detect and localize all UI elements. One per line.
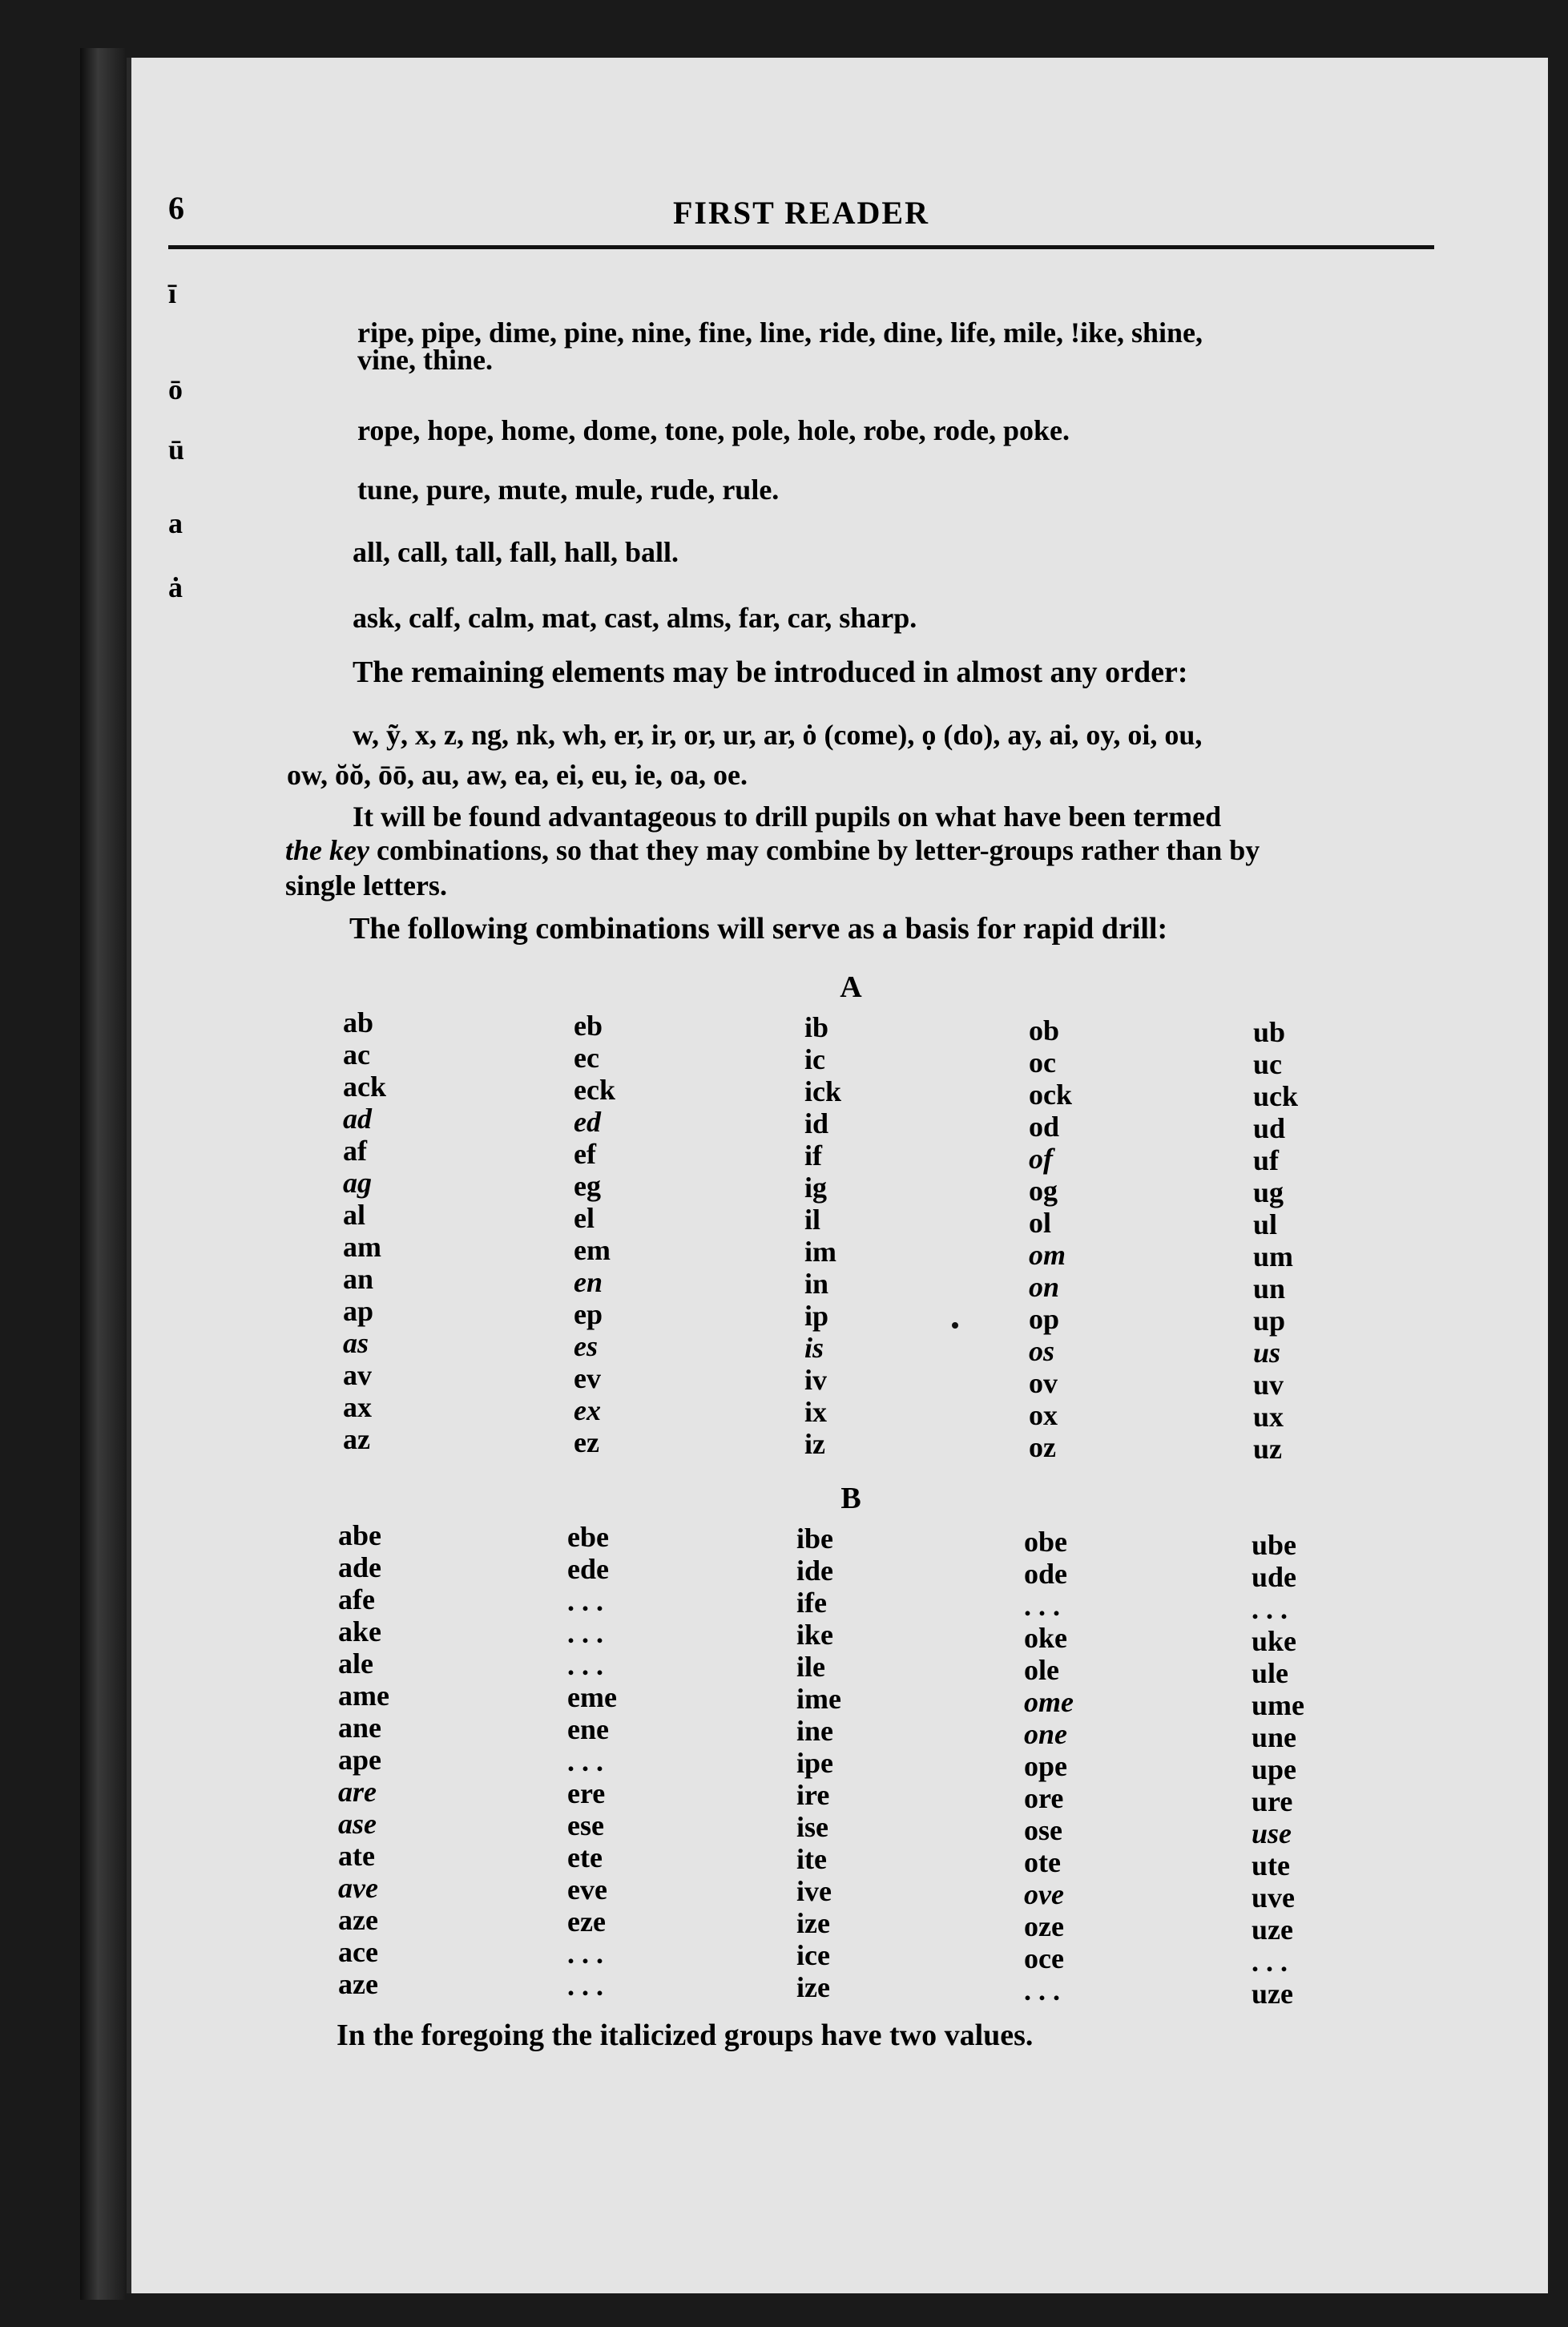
- syllable: es: [574, 1330, 598, 1362]
- syllable: ize: [796, 1907, 830, 1939]
- syllable: . . .: [1024, 1974, 1060, 2006]
- syllable: eck: [574, 1074, 615, 1106]
- section-b-label: B: [840, 1482, 861, 1515]
- syllable: if: [804, 1139, 822, 1172]
- syllable: on: [1029, 1271, 1060, 1303]
- syllable: uz: [1253, 1433, 1282, 1465]
- syllable: . . .: [567, 1938, 603, 1970]
- word-line-u: tune, pure, mute, mule, rude, rule.: [357, 474, 780, 506]
- syllable: . . .: [567, 1649, 603, 1681]
- book-binding-edge: [80, 48, 125, 2300]
- syllable: ig: [804, 1172, 828, 1204]
- section-a-column-i: [804, 1011, 841, 1460]
- syllable: ack: [343, 1071, 386, 1103]
- syllable: uke: [1252, 1625, 1297, 1657]
- syllable: oc: [1029, 1047, 1056, 1079]
- syllable: ep: [574, 1298, 603, 1330]
- syllable: ox: [1029, 1399, 1058, 1431]
- syllable: ix: [804, 1396, 828, 1428]
- section-b-column-o: [1024, 1526, 1074, 2006]
- syllable: aze: [338, 1904, 378, 1936]
- syllable: ul: [1253, 1208, 1278, 1240]
- syllable: of: [1029, 1143, 1053, 1175]
- syllable: eze: [567, 1906, 606, 1938]
- running-title: FIRST READER: [673, 195, 929, 231]
- syllable: im: [804, 1236, 836, 1268]
- syllable: ote: [1024, 1846, 1061, 1878]
- syllable: uv: [1253, 1369, 1284, 1401]
- syllable: ome: [1024, 1686, 1074, 1718]
- syllable: ibe: [796, 1522, 834, 1555]
- syllable: iv: [804, 1364, 828, 1396]
- syllable: ov: [1029, 1367, 1058, 1399]
- section-b-column-e: [567, 1521, 617, 2002]
- section-b-column-i: [796, 1522, 841, 2003]
- section-a-column-o: [1029, 1014, 1072, 1463]
- syllable: ove: [1024, 1878, 1064, 1910]
- syllable: ame: [338, 1680, 389, 1712]
- syllable: oz: [1029, 1431, 1056, 1463]
- syllable: ab: [343, 1006, 374, 1038]
- syllable: ax: [343, 1391, 372, 1423]
- syllable: up: [1253, 1305, 1286, 1337]
- syllable: ode: [1024, 1558, 1067, 1590]
- syllable: ev: [574, 1362, 601, 1394]
- syllable: ape: [338, 1744, 381, 1776]
- syllable: us: [1253, 1337, 1281, 1369]
- drill-paragraph-line-2: [285, 835, 1260, 865]
- syllable: ed: [574, 1106, 601, 1138]
- syllable: . . .: [1024, 1590, 1060, 1622]
- ink-speck: [952, 1322, 958, 1329]
- syllable: . . .: [1252, 1593, 1288, 1625]
- syllable: ap: [343, 1295, 374, 1327]
- syllable: en: [574, 1266, 603, 1298]
- section-a-column-e: [574, 1010, 615, 1458]
- section-a-column-u: [1253, 1016, 1298, 1465]
- syllable: un: [1253, 1272, 1286, 1305]
- elements-line-1: w, ỹ, x, z, ng, nk, wh, er, ir, or, ur, ar, ȯ (come), ọ (do), ay, ai, oy, oi, ou,: [353, 719, 1203, 751]
- section-a-column-a: [343, 1006, 386, 1455]
- syllable: une: [1252, 1721, 1297, 1753]
- marker-a-dot: ȧ: [168, 571, 183, 603]
- syllable: ide: [796, 1555, 834, 1587]
- syllable: ene: [567, 1713, 609, 1745]
- remaining-elements-intro: The remaining elements may be introduced in almost any order:: [353, 655, 1188, 689]
- syllable: uze: [1252, 1978, 1293, 2010]
- syllable: an: [343, 1263, 374, 1295]
- syllable: ub: [1253, 1016, 1286, 1048]
- syllable: ol: [1029, 1207, 1052, 1239]
- syllable: il: [804, 1204, 821, 1236]
- syllable: ule: [1252, 1657, 1289, 1689]
- syllable: ive: [796, 1875, 832, 1907]
- syllable: ug: [1253, 1176, 1284, 1208]
- syllable: eme: [567, 1681, 617, 1713]
- syllable: ez: [574, 1426, 599, 1458]
- syllable: ex: [574, 1394, 601, 1426]
- page-header: [168, 189, 1434, 249]
- syllable: abe: [338, 1519, 381, 1551]
- syllable: are: [338, 1776, 377, 1808]
- syllable: ole: [1024, 1654, 1059, 1686]
- syllable: ere: [567, 1777, 606, 1809]
- syllable: az: [343, 1423, 370, 1455]
- key-emphasis: the key: [285, 834, 369, 866]
- syllable: os: [1029, 1335, 1055, 1367]
- syllable: ile: [796, 1651, 825, 1683]
- syllable: ope: [1024, 1750, 1067, 1782]
- syllable: uf: [1253, 1144, 1280, 1176]
- syllable: af: [343, 1135, 367, 1167]
- syllable: ane: [338, 1712, 381, 1744]
- syllable: av: [343, 1359, 372, 1391]
- marker-a-broad: a: [168, 507, 183, 539]
- marker-u-long: ū: [168, 434, 185, 466]
- syllable: afe: [338, 1583, 375, 1615]
- word-line-i-1: ripe, pipe, dime, pine, nine, fine, line, ride, dine, life, mile, !ike, shine,: [357, 317, 1203, 349]
- syllable: ase: [338, 1808, 377, 1840]
- syllable: use: [1252, 1817, 1292, 1849]
- syllable: ic: [804, 1043, 825, 1075]
- syllable: ete: [567, 1841, 603, 1873]
- footnote: In the foregoing the italicized groups have two values.: [337, 2018, 1034, 2052]
- syllable: ac: [343, 1038, 370, 1071]
- syllable: ine: [796, 1715, 834, 1747]
- syllable: eve: [567, 1873, 607, 1906]
- elements-line-2: ow, ŏŏ, ōō, au, aw, ea, ei, eu, ie, oa, oe.: [287, 759, 748, 791]
- syllable: ize: [796, 1971, 830, 2003]
- syllable: . . .: [567, 1970, 603, 2002]
- syllable: ace: [338, 1936, 378, 1968]
- syllable: ume: [1252, 1689, 1304, 1721]
- syllable: ire: [796, 1779, 830, 1811]
- syllable: em: [574, 1234, 611, 1266]
- syllable: ude: [1252, 1561, 1297, 1593]
- syllable: iz: [804, 1428, 825, 1460]
- syllable: ate: [338, 1840, 375, 1872]
- syllable: upe: [1252, 1753, 1297, 1785]
- marker-o-long: ō: [168, 373, 183, 405]
- syllable: is: [804, 1332, 824, 1364]
- syllable: al: [343, 1199, 366, 1231]
- syllable: . . .: [567, 1585, 603, 1617]
- syllable: oke: [1024, 1622, 1067, 1654]
- syllable: as: [343, 1327, 369, 1359]
- syllable: ipe: [796, 1747, 834, 1779]
- syllable: ef: [574, 1138, 596, 1170]
- syllable: uc: [1253, 1048, 1282, 1080]
- syllable: . . .: [1252, 1946, 1288, 1978]
- drill-paragraph-line-1: It will be found advantageous to drill pupils on what have been termed: [353, 801, 1222, 833]
- syllable: ec: [574, 1042, 599, 1074]
- syllable: ob: [1029, 1014, 1060, 1047]
- word-line-i-2: vine, thine.: [357, 344, 494, 376]
- syllable: ag: [343, 1167, 372, 1199]
- syllable: op: [1029, 1303, 1060, 1335]
- section-a-label: A: [840, 970, 862, 1004]
- syllable: ick: [804, 1075, 842, 1107]
- syllable: ip: [804, 1300, 829, 1332]
- syllable: ure: [1252, 1785, 1293, 1817]
- syllable: uze: [1252, 1914, 1293, 1946]
- syllable: ore: [1024, 1782, 1064, 1814]
- word-line-a-dot: ask, calf, calm, mat, cast, alms, far, car, sharp.: [353, 602, 917, 634]
- syllable: one: [1024, 1718, 1067, 1750]
- syllable: ise: [796, 1811, 828, 1843]
- syllable: in: [804, 1268, 829, 1300]
- syllable: um: [1253, 1240, 1294, 1272]
- syllable: . . .: [567, 1745, 603, 1777]
- syllable: ale: [338, 1647, 373, 1680]
- drill-paragraph-line-3: single letters.: [285, 869, 447, 901]
- syllable: uck: [1253, 1080, 1299, 1112]
- syllable: ose: [1024, 1814, 1062, 1846]
- syllable: ice: [796, 1939, 830, 1971]
- syllable: od: [1029, 1111, 1060, 1143]
- syllable: ux: [1253, 1401, 1284, 1433]
- syllable: og: [1029, 1175, 1058, 1207]
- syllable: ave: [338, 1872, 378, 1904]
- syllable: . . .: [567, 1617, 603, 1649]
- section-b-column-a: [338, 1519, 389, 2000]
- syllable: aze: [338, 1968, 378, 2000]
- syllable: eg: [574, 1170, 601, 1202]
- drill-paragraph-line-2-rest: combinations, so that they may combine by letter-groups rather than by: [369, 834, 1260, 866]
- syllable: ute: [1252, 1849, 1290, 1881]
- marker-i-long: ī: [168, 277, 177, 309]
- word-line-o: rope, hope, home, dome, tone, pole, hole, robe, rode, poke.: [357, 414, 1070, 446]
- syllable: ime: [796, 1683, 841, 1715]
- word-line-a: all, call, tall, fall, hall, ball.: [353, 536, 679, 568]
- syllable: ebe: [567, 1521, 609, 1553]
- syllable: om: [1029, 1239, 1066, 1271]
- page-number: 6: [168, 190, 184, 226]
- syllable: ede: [567, 1553, 609, 1585]
- syllable: id: [804, 1107, 829, 1139]
- syllable: obe: [1024, 1526, 1067, 1558]
- syllable: ite: [796, 1843, 827, 1875]
- syllable: oze: [1024, 1910, 1064, 1942]
- syllable: oce: [1024, 1942, 1064, 1974]
- syllable: ife: [796, 1587, 827, 1619]
- syllable: eb: [574, 1010, 603, 1042]
- syllable: el: [574, 1202, 595, 1234]
- syllable: ube: [1252, 1529, 1297, 1561]
- syllable: ake: [338, 1615, 381, 1647]
- syllable: ike: [796, 1619, 834, 1651]
- syllable: am: [343, 1231, 381, 1263]
- syllable: ad: [343, 1103, 372, 1135]
- syllable: ud: [1253, 1112, 1286, 1144]
- section-b-column-u: [1252, 1529, 1304, 2010]
- syllable: ade: [338, 1551, 381, 1583]
- syllable: ib: [804, 1011, 829, 1043]
- following-combinations-intro: The following combinations will serve as a basis for rapid drill:: [349, 912, 1168, 946]
- syllable: ock: [1029, 1079, 1072, 1111]
- syllable: uve: [1252, 1881, 1295, 1914]
- syllable: ese: [567, 1809, 604, 1841]
